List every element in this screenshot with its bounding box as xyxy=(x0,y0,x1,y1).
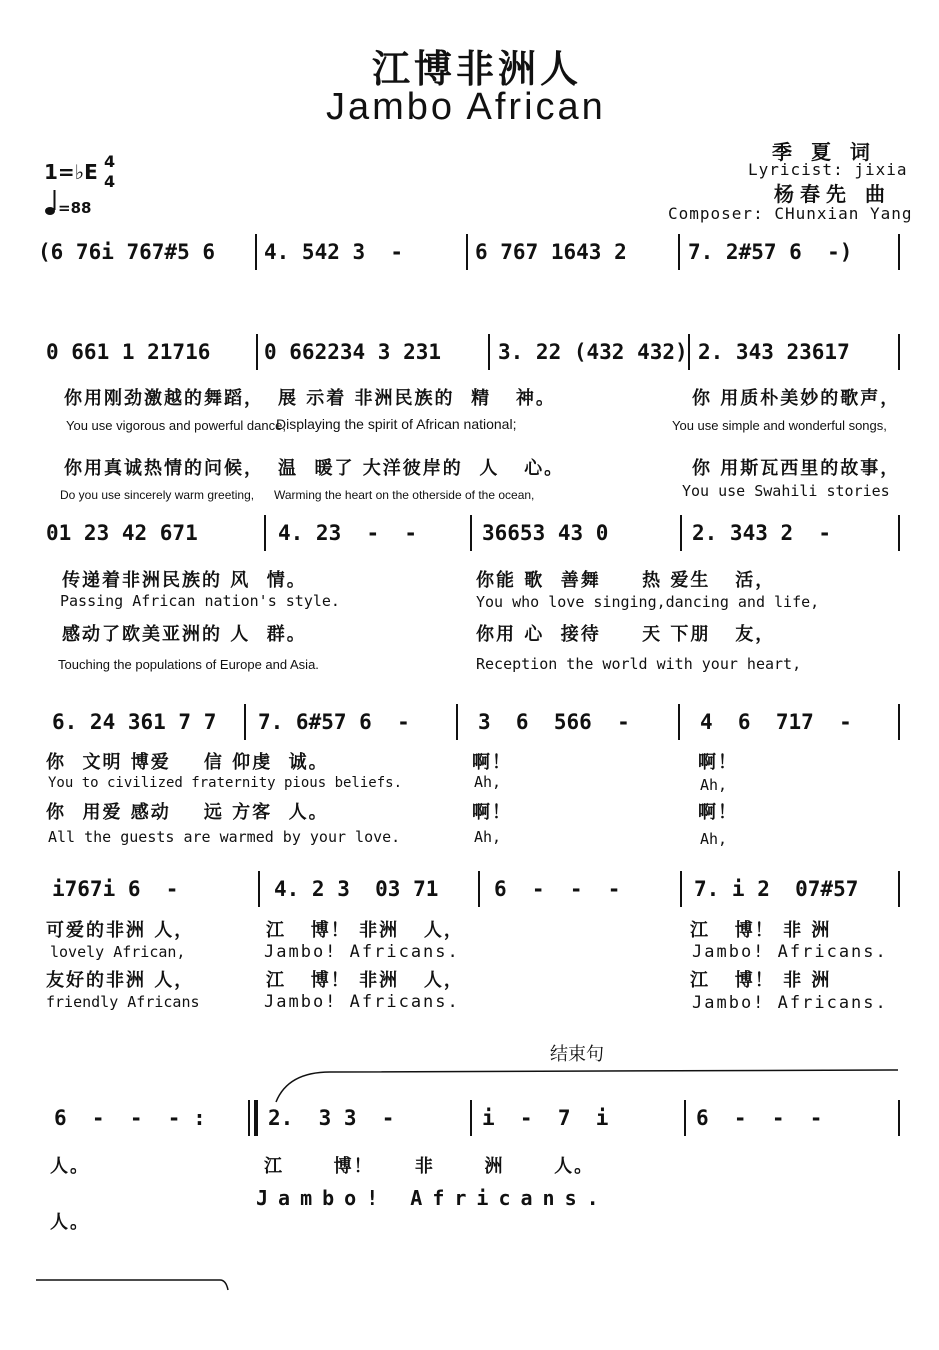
lyric-line-en: Jambo! Africans. xyxy=(264,942,460,962)
lyric-line-en: You use simple and wonderful songs, xyxy=(672,418,887,433)
lyric-line-en: You use vigorous and powerful dance, xyxy=(66,418,286,433)
lyric-line-cn: 人。 xyxy=(50,1156,90,1177)
bar-line xyxy=(898,704,900,740)
lyric-line-cn: 友好的非洲 人， xyxy=(46,970,195,991)
lyric-line-en: Ah, xyxy=(474,773,502,791)
measure: 6. 24 361 7 7 xyxy=(52,710,217,734)
bar-line xyxy=(680,515,682,551)
measure: 2. 343 2 - xyxy=(692,521,832,545)
bar-line xyxy=(680,871,682,907)
composer-chinese: 杨春先 曲 xyxy=(774,182,891,206)
measure: 6 - - - : xyxy=(54,1106,206,1130)
lyric-line-cn: 你能 歌 善舞 热 爱生 活， xyxy=(476,570,776,591)
measure: 2. 343 23617 xyxy=(698,340,850,364)
bar-line xyxy=(255,234,257,270)
bar-line xyxy=(244,704,246,740)
lyric-line-en: Jambo! Africans. xyxy=(692,993,888,1013)
lyric-line-en: Do you use sincerely warm greeting, xyxy=(60,488,255,502)
lyric-line-cn: 啊！ xyxy=(472,802,512,823)
lyric-line-en: friendly Africans xyxy=(46,993,200,1011)
bar-line xyxy=(688,334,690,370)
lyric-line-en: You who love singing,dancing and life, xyxy=(476,593,820,611)
lyric-line-en: Passing African nation's style. xyxy=(60,592,340,610)
measure: 3 6 566 - xyxy=(478,710,630,734)
lyric-line-cn: 感动了欧美亚洲的 人 群。 xyxy=(62,624,307,645)
time-signature-top: 4 xyxy=(104,152,116,171)
lyric-line-cn: 你 用斯瓦西里的故事， xyxy=(692,458,901,479)
key-signature: 1=♭E xyxy=(44,160,98,184)
bar-line xyxy=(264,515,266,551)
composer-english: Composer: CHunxian Yang xyxy=(668,204,913,223)
measure: 3. 22 (432 432) xyxy=(498,340,688,364)
section-label: 结束句 xyxy=(550,1044,604,1065)
measure: 0 661 1 21716 xyxy=(46,340,211,364)
bar-line xyxy=(678,234,680,270)
lyric-line-en: Jambo! Africans. xyxy=(264,992,460,1012)
quarter-note-icon xyxy=(44,188,58,218)
song-title-english: Jambo African xyxy=(326,86,606,128)
time-signature-bottom: 4 xyxy=(104,172,116,191)
lyric-line-cn: 你用真诚热情的问候， xyxy=(64,458,264,479)
measure: 4 6 717 - xyxy=(700,710,852,734)
lyric-line-cn: 你 用质朴美妙的歌声， xyxy=(692,388,901,409)
lyric-line-en: Warming the heart on the otherside of the ocean, xyxy=(274,488,535,502)
lyric-line-cn: 你用 心 接待 天 下朋 友， xyxy=(476,624,776,645)
lyric-line-en: Jambo! Africans. xyxy=(692,942,888,962)
lyric-line-en: Displaying the spirit of African national; xyxy=(276,416,517,432)
lyric-line-en: Ah, xyxy=(700,830,728,848)
measure: 4. 542 3 - xyxy=(264,240,404,264)
lyric-line-cn: 温 暖了 大洋彼岸的 人 心。 xyxy=(278,458,565,479)
lyric-line-en: You to civilized fraternity pious beliefs. xyxy=(48,775,403,791)
lyric-line-cn: 江 博！ 非洲 人， xyxy=(266,920,464,941)
lyric-line-en: You use Swahili stories xyxy=(682,482,890,500)
measure: i - 7 i xyxy=(482,1106,609,1130)
bar-line xyxy=(898,515,900,551)
lyric-line-cn: 江 博！ 非 洲 xyxy=(690,920,832,941)
bar-line xyxy=(248,1100,250,1136)
lyric-line-cn: 展 示着 非洲民族的 精 神。 xyxy=(278,388,556,409)
lyric-line-en: Jambo! Africans. xyxy=(256,1186,609,1210)
lyric-line-en: All the guests are warmed by your love. xyxy=(48,828,401,846)
measure: 6 - - - xyxy=(494,877,621,901)
lyric-line-cn: 啊！ xyxy=(698,752,738,773)
bar-line xyxy=(470,515,472,551)
measure: 36653 43 0 xyxy=(482,521,609,545)
lyric-line-cn: 啊！ xyxy=(698,802,738,823)
lyric-line-cn: 可爱的非洲 人， xyxy=(46,920,195,941)
bar-line xyxy=(466,234,468,270)
tempo-marking: =88 xyxy=(58,199,92,217)
lyricist-chinese: 季 夏 词 xyxy=(772,140,876,164)
lyric-line-en: Touching the populations of Europe and Asia. xyxy=(58,657,319,672)
lyric-line-cn: 你 用爱 感动 远 方客 人。 xyxy=(46,802,329,823)
footer-rule xyxy=(36,1274,236,1294)
lyric-line-cn: 人。 xyxy=(50,1212,90,1233)
lyric-line-cn: 啊！ xyxy=(472,752,512,773)
measure: 4. 23 - - xyxy=(278,521,418,545)
lyric-line-en: Reception the world with your heart, xyxy=(476,655,802,673)
ending-slur xyxy=(270,1064,900,1104)
bar-line xyxy=(456,704,458,740)
measure: (6 76i 767#5 6 xyxy=(38,240,216,264)
bar-line xyxy=(258,871,260,907)
measure: 0 662234 3 231 xyxy=(264,340,442,364)
measure: 2. 3 3 - xyxy=(268,1106,395,1130)
lyric-line-en: Ah, xyxy=(474,828,502,846)
bar-line xyxy=(898,334,900,370)
lyric-line-en: Ah, xyxy=(700,776,728,794)
lyric-line-cn: 江 博！ 非 洲 人。 xyxy=(264,1156,595,1177)
measure: 6 767 1643 2 xyxy=(475,240,627,264)
measure: 6 - - - xyxy=(696,1106,823,1130)
bar-line xyxy=(254,1100,258,1136)
bar-line xyxy=(898,871,900,907)
measure: 7. 2#57 6 -) xyxy=(688,240,853,264)
lyricist-english: Lyricist: jixia xyxy=(748,160,908,179)
measure: 4. 2 3 03 71 xyxy=(274,877,439,901)
lyric-line-cn: 传递着非洲民族的 风 情。 xyxy=(62,570,307,591)
measure: 7. i 2 07#57 xyxy=(694,877,859,901)
lyric-line-en: lovely African, xyxy=(50,943,186,961)
lyric-line-cn: 你用刚劲激越的舞蹈， xyxy=(64,388,264,409)
bar-line xyxy=(256,334,258,370)
measure: 7. 6#57 6 - xyxy=(258,710,410,734)
bar-line xyxy=(898,1100,900,1136)
lyric-line-cn: 江 博！ 非 洲 xyxy=(690,970,832,991)
bar-line xyxy=(678,704,680,740)
bar-line xyxy=(488,334,490,370)
lyric-line-cn: 你 文明 博爱 信 仰虔 诚。 xyxy=(46,752,329,773)
measure: 01 23 42 671 xyxy=(46,521,198,545)
bar-line xyxy=(684,1100,686,1136)
bar-line xyxy=(898,234,900,270)
measure: i767i 6 - xyxy=(52,877,179,901)
bar-line xyxy=(470,1100,472,1136)
bar-line xyxy=(478,871,480,907)
song-title-chinese: 江博非洲人 xyxy=(372,47,583,91)
lyric-line-cn: 江 博！ 非洲 人， xyxy=(266,970,464,991)
